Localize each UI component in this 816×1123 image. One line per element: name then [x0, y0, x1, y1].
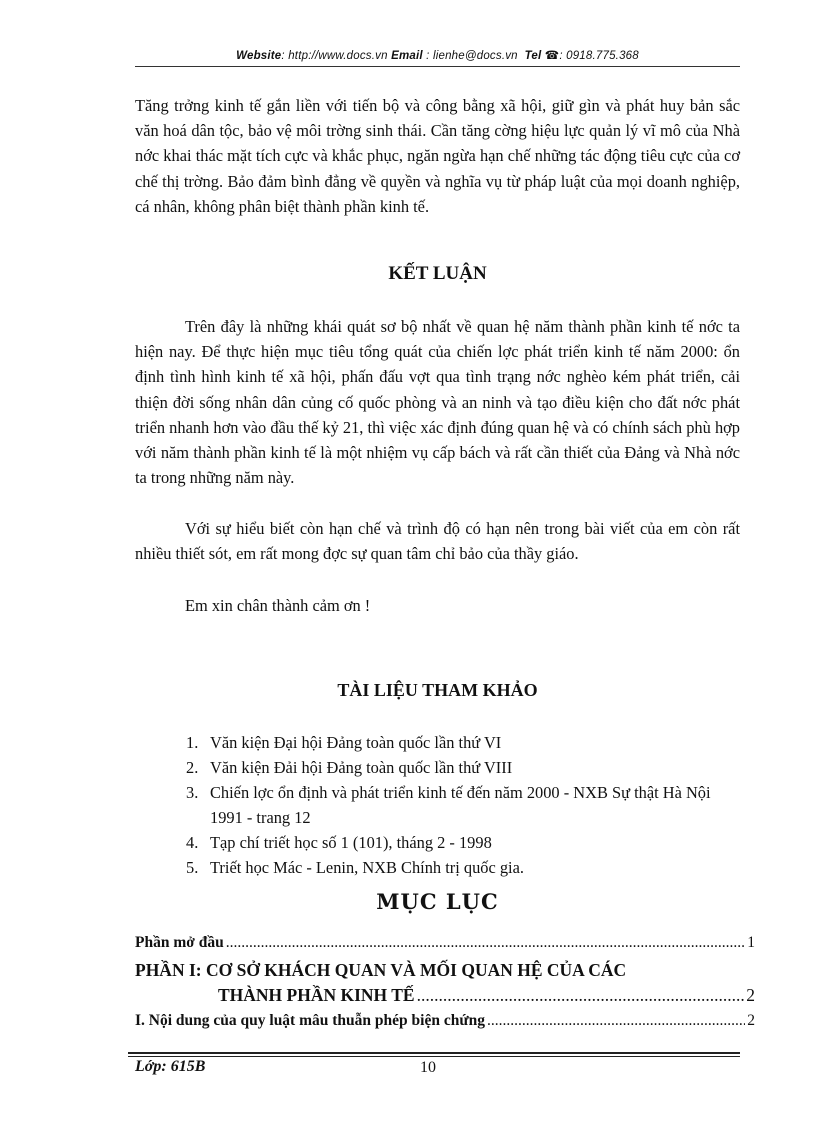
footer-class-label: Lớp: 615B — [135, 1058, 206, 1075]
toc-entry-page: 2 — [747, 1012, 755, 1029]
reference-text: Triết học Mác - Lenin, NXB Chính trị quốc gia. — [210, 858, 524, 877]
toc-entry-intro[interactable] — [135, 934, 755, 952]
toc-leader-dots — [417, 985, 745, 1006]
tel-label: Tel — [524, 50, 542, 62]
body-paragraph-3: Với sự hiểu biết còn hạn chế và trình độ có hạn nên trong bài viết của em còn rất nhiều thiết sót, em rất mong đợc sự quan tâm chỉ bảo của thầy giáo. — [135, 519, 740, 564]
toc-entry-page: 2 — [746, 985, 755, 1005]
reference-text: Văn kiện Đải hội Đảng toàn quốc lần thứ VIII — [210, 758, 513, 777]
toc-entry-page: 1 — [747, 934, 755, 951]
reference-item — [186, 855, 746, 880]
conclusion-heading: KẾT LUẬN — [388, 263, 487, 284]
footer-page-number: 10 — [420, 1059, 436, 1076]
header-rule — [135, 66, 740, 67]
toc-entry-label: I. Nội dung của quy luật mâu thuẫn phép biện chứng — [135, 1012, 485, 1029]
reference-number: 1. — [186, 733, 199, 752]
reference-item — [186, 780, 746, 830]
toc-heading: MỤC LỤC — [376, 889, 499, 914]
page-header — [135, 48, 740, 62]
email-label: Email — [391, 50, 423, 62]
reference-number: 3. — [186, 783, 199, 802]
reference-text: Tạp chí triết học số 1 (101), tháng 2 - 1998 — [210, 833, 492, 852]
reference-item — [186, 730, 746, 755]
toc-entry-part1-line2[interactable] — [135, 985, 755, 1006]
toc-entry-label: PHẦN I: CƠ SỞ KHÁCH QUAN VÀ MỐI QUAN HỆ CỦA CÁC — [135, 960, 627, 980]
reference-text: Văn kiện Đại hội Đảng toàn quốc lần thứ VI — [210, 733, 502, 752]
toc-leader-dots — [226, 934, 746, 952]
body-paragraph-1: Tăng trởng kinh tế gắn liền với tiến bộ và công bằng xã hội, giữ gìn và phát huy bản sắc văn hoá dân tộc, bảo vệ môi trờng sinh thái. Cần tăng cờng hiệu lực quản lý vĩ mô của Nhà nớc khai thác mặt tích cực và khắc phục, ngăn ngừa hạn chế những tác động tiêu cực của cơ chế thị trờng. Bảo đảm bình đẳng về quyền và nghĩa vụ từ pháp luật của mọi doanh nghiệp, cá nhân, không phân biệt thành phần kinh tế. — [135, 96, 740, 216]
reference-number: 5. — [186, 858, 199, 877]
reference-item — [186, 830, 746, 855]
footer-rule — [128, 1052, 740, 1054]
website-value: : http://www.docs.vn — [281, 50, 388, 62]
references-list — [186, 730, 746, 880]
toc-leader-dots — [487, 1012, 745, 1030]
toc-entry-section1[interactable] — [135, 1012, 755, 1030]
reference-number: 4. — [186, 833, 199, 852]
reference-item — [186, 755, 746, 780]
reference-number: 2. — [186, 758, 199, 777]
email-value: : lienhe@docs.vn — [422, 50, 518, 62]
toc-entry-label: THÀNH PHẦN KINH TẾ — [218, 985, 415, 1005]
telephone-icon: ☎ — [544, 50, 560, 62]
reference-text: Chiến lợc ổn định và phát triển kinh tế đến năm 2000 - NXB Sự thật Hà Nội 1991 - trang 12 — [210, 783, 711, 827]
website-label: Website — [236, 50, 282, 62]
body-paragraph-4: Em xin chân thành cảm ơn ! — [185, 596, 371, 615]
toc-entry-part1-line1[interactable] — [135, 960, 755, 981]
references-heading: TÀI LIỆU THAM KHẢO — [337, 680, 538, 700]
tel-value: : 0918.775.368 — [559, 50, 639, 62]
body-paragraph-2: Trên đây là những khái quát sơ bộ nhất về quan hệ năm thành phần kinh tế nớc ta hiện nay. Để thực hiện mục tiêu tổng quát của chiến lợc phát triển kinh tế năm 2000: ổn định tình hình kinh tế xã hội, phấn đấu vợt qua tình trạng nớc nghèo kém phát triển, cải thiện đời sống nhân dân củng cố quốc phòng và an ninh và tạo điều kiện cho đất nớc phát triển nhanh hơn vào đầu thế kỷ 21, thì việc xác định đúng quan hệ và có chính sách phù hợp với năm thành phần kinh tế là một nhiệm vụ cấp bách và rất cần thiết của Đảng và Nhà nớc ta trong những năm này. — [135, 317, 740, 488]
toc-entry-label: Phần mở đầu — [135, 934, 224, 951]
footer-rule-thin — [128, 1056, 740, 1057]
